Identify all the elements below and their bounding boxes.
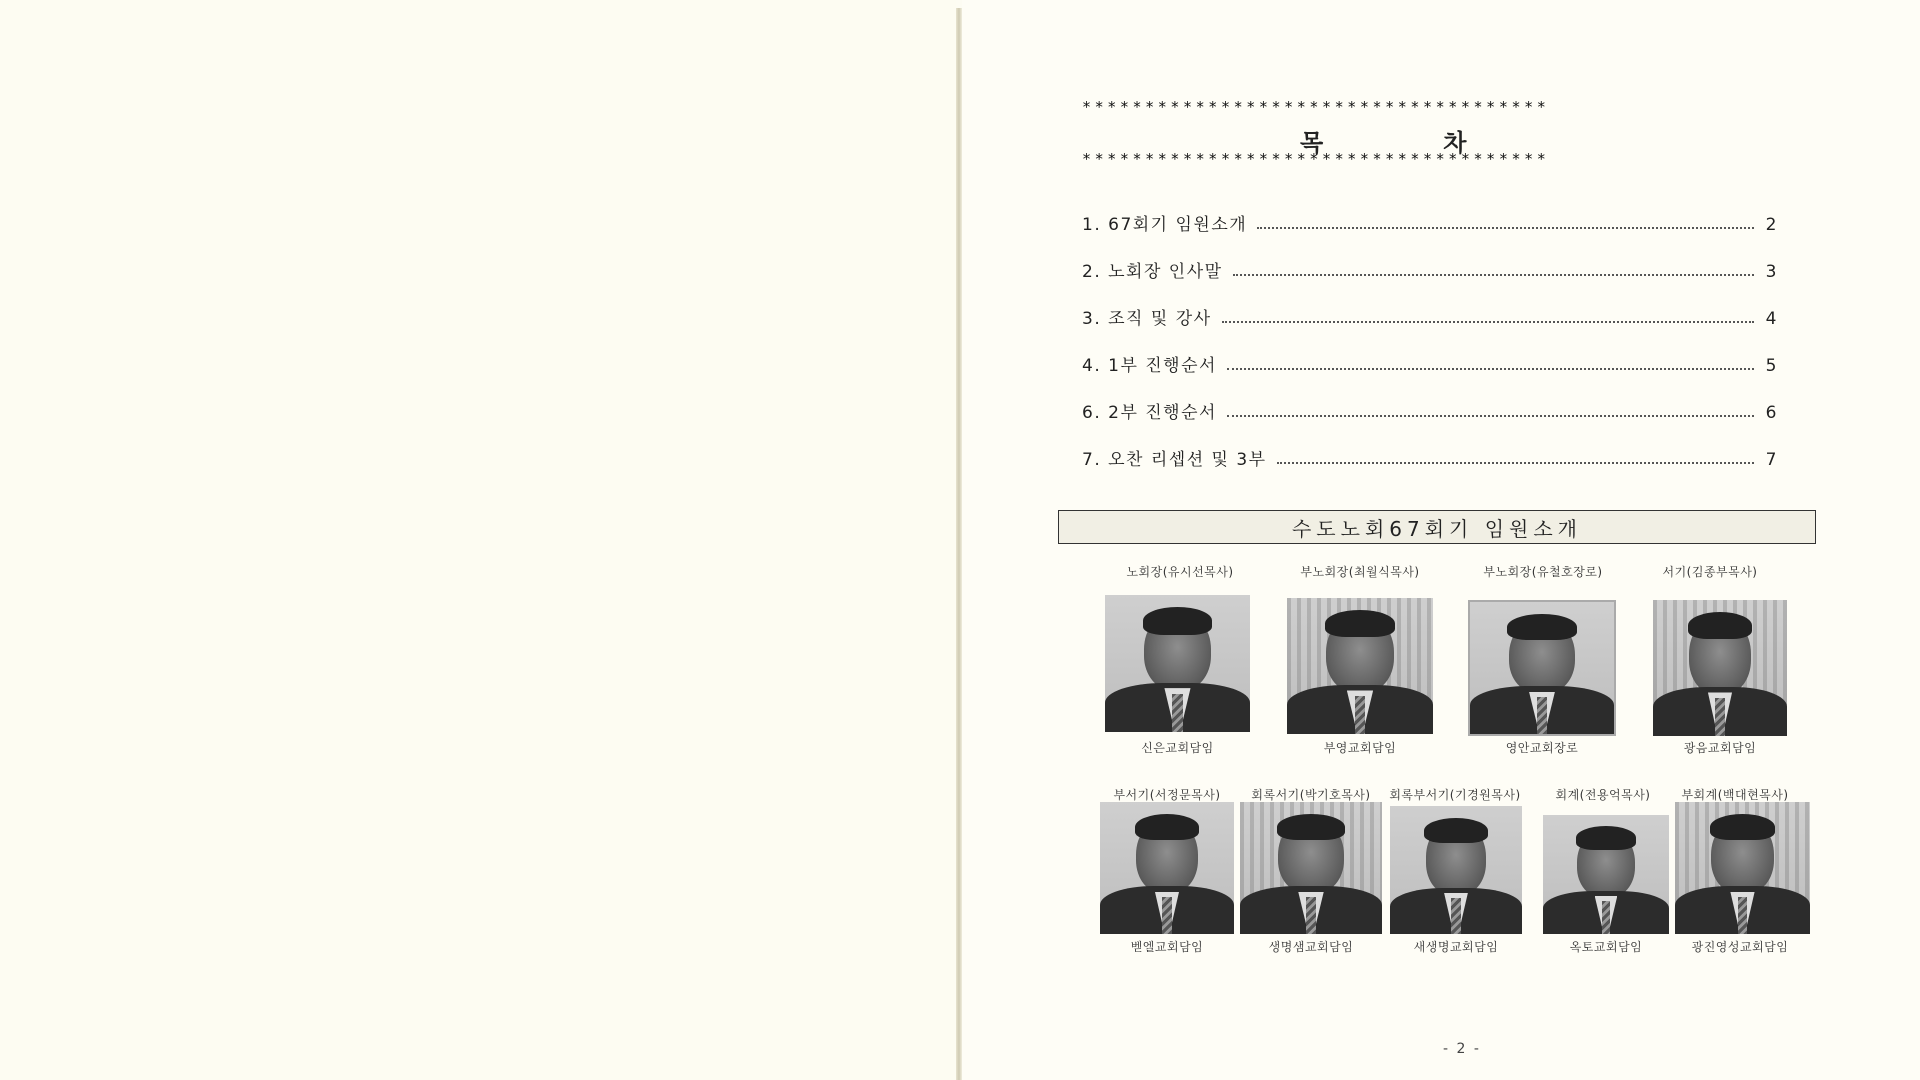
officer-church-caption: 새생명교회담임: [1413, 940, 1499, 954]
officer-church-caption: 광진영성교회담임: [1691, 940, 1789, 954]
toc-item: [1082, 352, 1778, 376]
toc-item-label: 7. 오찬 리셉션 및 3부: [1082, 450, 1267, 470]
left-blank-page: [0, 0, 956, 1080]
toc-item: [1082, 258, 1778, 282]
toc-item-page: 4: [1765, 309, 1778, 329]
toc-leader-dots: [1227, 415, 1754, 417]
officer-church-caption: 광음교회담임: [1683, 741, 1757, 755]
toc-item-page: 7: [1765, 450, 1778, 470]
officer-portrait: [1390, 806, 1522, 934]
toc-leader-dots: [1257, 227, 1754, 229]
officer-role-caption: 회계(전용억목사): [1555, 788, 1651, 802]
toc-item-label: 4. 1부 진행순서: [1082, 356, 1217, 376]
toc-star-border-bottom: *************************************: [1082, 150, 1550, 168]
officer-role-caption: 부회계(백대현목사): [1681, 788, 1789, 802]
officer-role-caption: 부서기(서정문목사): [1113, 788, 1221, 802]
officer-church-caption: 벧엘교회담임: [1130, 940, 1204, 954]
toc-item-label: 6. 2부 진행순서: [1082, 403, 1217, 423]
toc-item-label: 1. 67회기 임원소개: [1082, 215, 1248, 235]
officer-role-caption: 부노회장(유철호장로): [1483, 565, 1603, 579]
toc-item: [1082, 305, 1778, 329]
officer-portrait: [1240, 802, 1382, 934]
toc-item-page: 5: [1765, 356, 1778, 376]
officer-church-caption: 옥토교회담임: [1569, 940, 1643, 954]
toc-title-left: 목: [1300, 129, 1324, 157]
officer-portrait: [1100, 802, 1234, 934]
toc-title-right: 차: [1443, 129, 1467, 157]
officer-portrait: [1653, 600, 1787, 736]
toc-item: [1082, 211, 1778, 235]
officer-portrait: [1543, 815, 1669, 934]
officer-role-caption: 회록서기(박기호목사): [1251, 788, 1371, 802]
page-number: - 2 -: [1443, 1041, 1481, 1057]
toc-leader-dots: [1227, 368, 1754, 370]
toc-item-page: 2: [1765, 215, 1778, 235]
toc-item: [1082, 446, 1778, 470]
officer-church-caption: 생명샘교회담임: [1268, 940, 1354, 954]
toc-item-label: 2. 노회장 인사말: [1082, 262, 1223, 282]
officers-section-title: 수도노회67회기 임원소개: [1058, 510, 1816, 544]
officer-portrait: [1468, 600, 1616, 736]
toc-item-page: 3: [1765, 262, 1778, 282]
toc-leader-dots: [1222, 321, 1754, 323]
officer-church-caption: 신은교회담임: [1141, 741, 1214, 755]
officer-church-caption: 영안교회장로: [1505, 741, 1579, 755]
officer-portrait: [1287, 598, 1433, 734]
officer-role-caption: 서기(김종부목사): [1662, 565, 1758, 579]
toc-item-page: 6: [1765, 403, 1778, 423]
toc-leader-dots: [1233, 274, 1754, 276]
toc-leader-dots: [1277, 462, 1754, 464]
officer-role-caption: 부노회장(최월식목사): [1300, 565, 1420, 579]
toc-item: [1082, 399, 1778, 423]
officer-portrait: [1675, 802, 1810, 934]
toc-item-label: 3. 조직 및 강사: [1082, 309, 1212, 329]
officer-role-caption: 노회장(유시선목사): [1126, 565, 1234, 579]
officer-role-caption: 회록부서기(기경원목사): [1389, 788, 1521, 802]
officer-portrait: [1105, 595, 1250, 732]
officer-church-caption: 부영교회담임: [1323, 741, 1397, 755]
toc-star-border-top: *************************************: [1082, 98, 1550, 116]
